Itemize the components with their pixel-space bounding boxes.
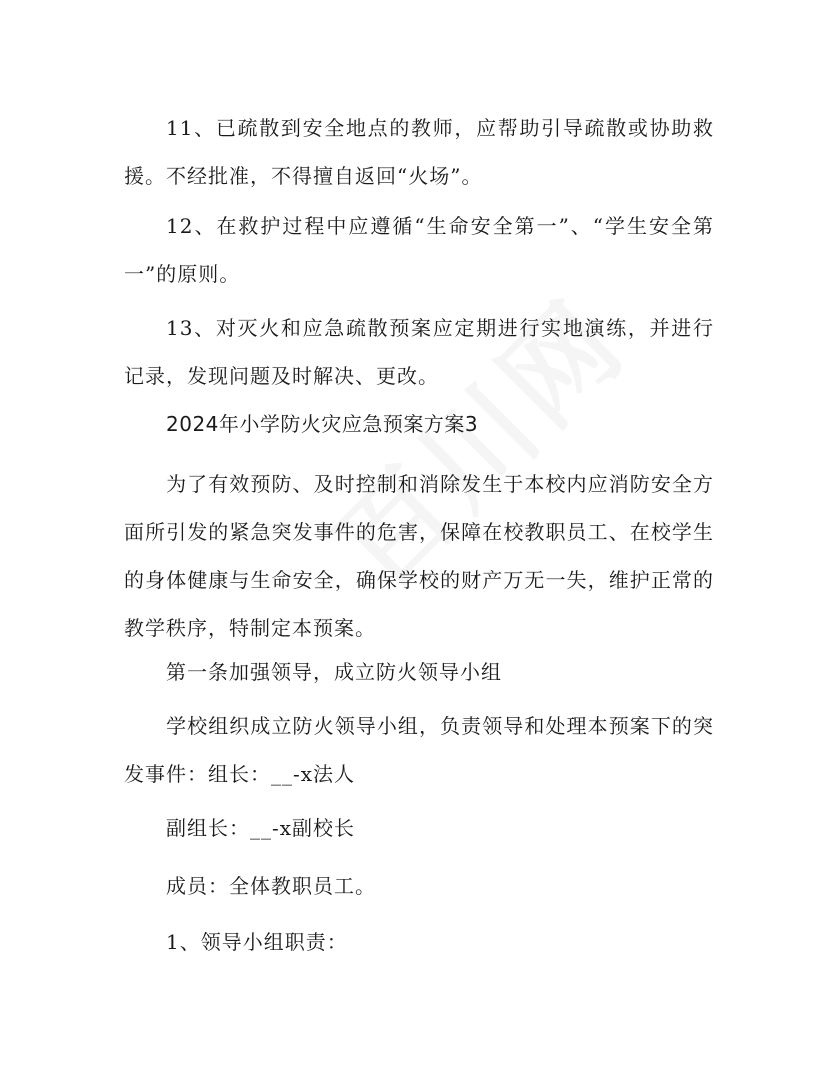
paragraph-12 [124,202,714,298]
duty-line-text: 1、领导小组职责： [166,930,348,954]
paragraph-11-text: 11、已疏散到安全地点的教师，应帮助引导疏散或协助救援。不经批准，不得擅自返回“火场”。 [124,116,714,188]
article-1-title-text: 第一条加强领导，成立防火领导小组 [166,660,502,684]
intro-paragraph [124,460,714,652]
paragraph-11 [124,104,714,200]
paragraph-13 [124,304,714,400]
deputy-line-text: 副组长：__-x副校长 [166,816,356,840]
deputy-line [124,804,714,852]
duty-line [124,918,714,966]
article-1-title [124,648,714,696]
members-line-text: 成员：全体教职员工。 [166,874,376,898]
intro-paragraph-text: 为了有效预防、及时控制和消除发生于本校内应消防安全方面所引发的紧急突发事件的危害，保障在校教职员工、在校学生的身体健康与生命安全，确保学校的财产万无一失，维护正常的教学秩序，特制定本预案。 [124,472,714,640]
group-paragraph-text: 学校组织成立防火领导小组，负责领导和处理本预案下的突发事件：组长：__-x法人 [124,714,714,786]
paragraph-12-text: 12、在救护过程中应遵循“生命安全第一”、“学生安全第一”的原则。 [124,214,714,286]
section-heading: 2024年小学防火灾应急预案方案3 [166,412,479,436]
members-line [124,862,714,910]
paragraph-13-text: 13、对灭火和应急疏散预案应定期进行实地演练，并进行记录，发现问题及时解决、更改。 [124,316,714,388]
group-paragraph [124,702,714,798]
